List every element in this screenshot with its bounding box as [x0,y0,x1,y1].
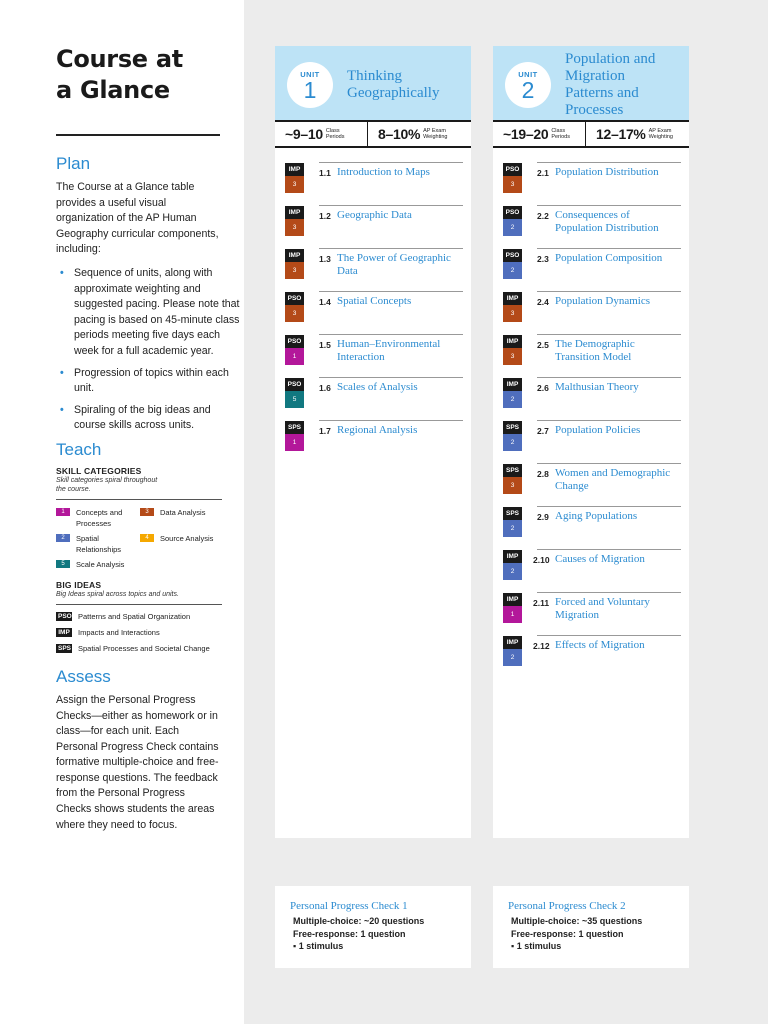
exam-weighting [367,122,471,146]
topic-list [275,148,471,463]
skill-badge: 3 [285,305,304,322]
skill-badge: 3 [503,348,522,365]
big-idea-badge: PSO [285,378,304,391]
big-idea-badge: IMP [285,163,304,176]
topic-badges [285,206,304,236]
topic-row [505,162,681,205]
skill-badge: 2 [503,649,522,666]
exam-weighting-value: 12–17% [596,126,646,142]
skill-badge: 3 [285,219,304,236]
content-area [244,0,768,1024]
topic-name: Women and Demographic Change [555,467,671,492]
progress-check-2 [493,886,689,968]
topic-number: 1.6 [319,383,331,393]
big-idea-badge: IMP [503,636,522,649]
unit-stats [493,120,689,148]
topic-row [505,463,681,506]
topic-number: 2.8 [537,469,549,479]
topic-name: Population Policies [555,424,641,436]
skill-legend-item [140,507,224,529]
big-idea-badge: IMP [503,292,522,305]
topic-badges [503,249,522,279]
big-idea-badge: PSO [285,335,304,348]
topic-name: Consequences of Population Distribution [555,209,659,234]
skill-legend-item [56,533,140,555]
skill-categories-heading: SKILL CATEGORIES [56,465,142,476]
topic-row [506,334,681,377]
unit-stats [275,120,471,148]
topic-number: 2.1 [537,168,549,178]
topic-row [505,248,681,291]
skill-legend-item [140,533,224,555]
skill-swatch: 4 [140,534,154,542]
big-idea-badge: IMP [503,335,522,348]
topic-row [506,291,681,334]
topic-badges [285,163,304,193]
skill-badge: 2 [503,219,522,236]
big-ideas-legend [56,612,220,653]
topic-number: 2.11 [533,598,550,608]
list-item: • Sequence of units, along with approximate weighting and suggested pacing. Please note that pacing is based on 45-minute class periods meeting five days each week for a full academic year. [56,266,240,360]
assess-heading: Assess [56,666,111,686]
skill-badge: 1 [285,434,304,451]
list-item: • Spiraling of the big ideas and course skills across units. [56,403,240,434]
big-idea-badge: SPS [503,464,522,477]
skill-badge: 2 [503,520,522,537]
topic-number: 2.12 [533,641,550,651]
skill-badge: 2 [503,434,522,451]
skill-categories-note: Skill categories spiral throughout the course. [56,476,158,493]
big-idea-badge: SPS [285,421,304,434]
unit-number: 1 [303,77,317,103]
skill-swatch: 1 [56,508,70,516]
topic-number: 1.2 [319,211,331,221]
skill-label: Scale Analysis [76,559,125,569]
topic-number: 2.6 [537,383,549,393]
skill-badge: 3 [503,305,522,322]
progress-check-1 [275,886,471,968]
topic-badges [503,464,522,494]
class-periods-value: ~19–20 [503,126,549,142]
big-idea-badge: PSO [285,292,304,305]
class-periods-label: Class Periods [551,128,570,140]
skill-badge: 3 [503,477,522,494]
big-idea-item [56,628,220,637]
big-idea-badge: IMP [285,206,304,219]
unit-title: Population and Migration Patterns and Processes [565,51,656,118]
topic-name: Regional Analysis [337,424,418,436]
big-idea-badge: IMP [503,550,522,563]
unit-badge [287,62,333,108]
big-idea-badge: SPS [503,421,522,434]
topic-name: Geographic Data [337,209,412,221]
topic-row [287,291,463,334]
topic-number: 2.3 [537,254,549,264]
topic-name: Effects of Migration [555,639,645,651]
divider [56,604,222,605]
topic-row [505,506,681,549]
plan-heading: Plan [56,154,91,173]
topic-row [505,420,681,463]
skill-badge: 3 [285,262,304,279]
topic-badges [503,636,522,666]
topic-name: Causes of Migration [555,553,645,565]
stimulus-info: ▪ 1 stimulus [293,941,344,951]
topic-row [506,549,681,592]
teach-heading: Teach [56,439,102,459]
unit-header [493,46,689,120]
skill-badge: 1 [285,348,304,365]
topic-name: Forced and Voluntary Migration [555,596,650,621]
topic-badges [503,335,522,365]
multiple-choice-info: Multiple-choice: ~20 questions [293,916,425,926]
topic-number: 1.1 [319,168,331,178]
topic-badges [503,292,522,322]
multiple-choice-info: Multiple-choice: ~35 questions [511,916,643,926]
topic-badges [285,378,304,408]
topic-row [506,377,681,420]
exam-weighting-label: AP Exam Weighting [648,128,673,140]
topic-number: 1.3 [319,254,331,264]
skill-swatch: 2 [56,534,70,542]
skill-label: Data Analysis [160,507,206,517]
topic-number: 2.2 [537,211,549,221]
big-idea-label: Impacts and Interactions [78,627,160,637]
skill-legend-item [56,559,140,570]
big-idea-item [56,644,220,653]
topic-badges [503,593,522,623]
unit-label: UNIT [518,70,538,79]
topic-name: Introduction to Maps [337,166,430,178]
topic-name: Malthusian Theory [555,381,639,393]
topic-name: Population Composition [555,252,663,264]
unit-header [275,46,471,120]
class-periods [275,122,367,146]
topic-name: Human–Environmental Interaction [337,338,441,363]
topic-name: Scales of Analysis [337,381,418,393]
topic-badges [503,378,522,408]
progress-check-title: Personal Progress Check 1 [290,900,408,912]
topic-row [288,248,463,291]
topic-number: 2.7 [537,426,549,436]
big-idea-badge: PSO [58,612,72,620]
plan-bullets [56,266,240,434]
topic-row [287,334,463,377]
exam-weighting-value: 8–10% [378,126,421,142]
topic-row [287,420,463,463]
topic-badges [503,206,522,236]
topic-badges [285,292,304,322]
unit-2-column [493,46,689,838]
topic-row [506,635,681,678]
skill-swatch: 3 [140,508,154,516]
skill-legend-item [56,507,140,529]
topic-number: 1.5 [319,340,331,350]
big-idea-badge: IMP [285,249,304,262]
topic-badges [503,421,522,451]
topic-row [288,205,463,248]
skill-badge: 2 [503,563,522,580]
stimulus-info: ▪ 1 stimulus [511,941,562,951]
plan-intro: The Course at a Glance table provides a useful visual organization of the AP Human Geography curricular components, including: [56,181,219,256]
topic-number: 2.9 [537,512,549,522]
divider [56,499,222,500]
topic-row [287,377,463,420]
skill-badge: 1 [503,606,522,623]
big-idea-item [56,612,220,621]
class-periods-label: Class Periods [325,128,345,140]
big-ideas-heading: BIG IDEAS [56,579,102,590]
exam-weighting [585,122,689,146]
big-idea-label: Patterns and Spatial Organization [78,611,191,621]
topic-number: 2.10 [533,555,550,565]
skill-badge: 5 [285,391,304,408]
skill-badge: 2 [503,262,522,279]
skill-label: Concepts and Processes [76,507,123,528]
skill-swatch: 5 [56,560,70,568]
unit-badge [505,62,551,108]
assess-text: Assign the Personal Progress Checks—either as homework or in class—for each unit. Each Personal Progress Check contains formative multiple-choice and free-response questions. The feedback from the Personal Progress Checks shows students the areas where they need to focus. [56,693,219,831]
title-divider [56,134,220,136]
big-idea-badge: SPS [58,644,72,652]
big-idea-badge: IMP [56,628,72,637]
topic-name: Population Distribution [555,166,659,178]
skill-legend [56,507,220,570]
skill-label: Source Analysis [160,533,214,543]
topic-badges [503,550,522,580]
topic-badges [503,507,522,537]
big-idea-badge: PSO [503,249,522,262]
free-response-info: Free-response: 1 question [511,928,624,939]
exam-weighting-label: AP Exam Weighting [423,128,448,140]
topic-badges [285,335,304,365]
big-idea-label: Spatial Processes and Societal Change [78,643,210,653]
unit-number: 2 [521,77,535,103]
skill-label: Spatial Relationships [76,533,122,554]
big-idea-badge: SPS [503,507,522,520]
topic-name: Spatial Concepts [337,295,412,307]
topic-name: Aging Populations [555,510,638,522]
progress-check-title: Personal Progress Check 2 [508,900,626,912]
skill-badge: 3 [503,176,522,193]
free-response-info: Free-response: 1 question [293,928,406,939]
topic-name: The Power of Geographic Data [337,252,451,277]
page-title: Course at a Glance [56,45,183,104]
topic-number: 1.4 [319,297,331,307]
big-idea-badge: IMP [503,593,522,606]
big-idea-badge: PSO [503,163,522,176]
unit-label: UNIT [300,70,320,79]
topic-list [493,148,689,678]
topic-badges [285,249,304,279]
topic-badges [503,163,522,193]
skill-badge: 2 [503,391,522,408]
class-periods-value: ~9–10 [285,126,323,142]
unit-1-column [275,46,471,838]
big-ideas-note: Big Ideas spiral across topics and units. [56,590,179,598]
topic-number: 2.5 [537,340,549,350]
topic-row [506,592,681,635]
list-item: • Progression of topics within each unit. [56,366,240,397]
skill-badge: 3 [285,176,304,193]
big-idea-badge: PSO [503,206,522,219]
sidebar [0,0,244,1024]
unit-title: Thinking Geographically [347,68,440,101]
topic-badges [285,421,304,451]
topic-row [288,162,463,205]
topic-number: 2.4 [537,297,549,307]
topic-name: The Demographic Transition Model [555,338,635,363]
topic-row [505,205,681,248]
big-idea-badge: IMP [503,378,522,391]
topic-name: Population Dynamics [555,295,651,307]
topic-number: 1.7 [319,426,331,436]
class-periods [493,122,585,146]
